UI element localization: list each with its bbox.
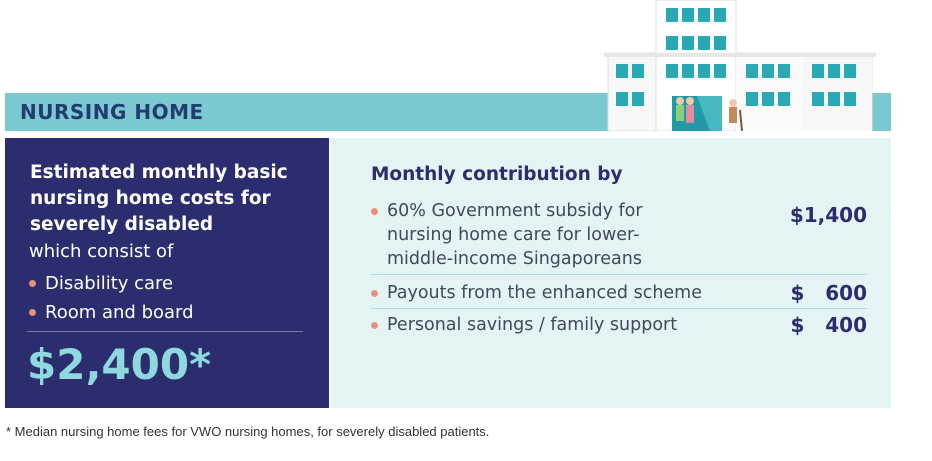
contribution-heading: Monthly contribution by [371,164,623,185]
list-item: Room and board [29,298,194,327]
contribution-row: Personal savings / family support $ 400 [371,313,867,337]
bullet-icon [371,208,378,215]
divider [27,331,303,332]
contribution-amount: $ 600 [790,281,867,305]
total-cost: $2,400* [27,340,212,389]
contribution-row: 60% Government subsidy for nursing home care for lower- middle-income Singaporeans $1,400 [371,199,867,271]
contribution-panel [330,138,891,408]
nursing-home-building-icon [600,0,880,131]
cost-heading: Estimated monthly basic nursing home costs for severely disabled [30,162,288,235]
divider [371,274,867,275]
list-item: Disability care [29,269,194,298]
bullet-icon [371,290,378,297]
divider [371,308,867,309]
contribution-row: Payouts from the enhanced scheme $ 600 [371,281,867,305]
contribution-amount: $1,400 [789,203,867,227]
footnote: * Median nursing home fees for VWO nursing homes, for severely disabled patients. [6,424,490,439]
bullet-icon [371,322,378,329]
page-title: NURSING HOME [20,100,204,124]
cost-items-list [29,269,194,327]
cost-panel [5,138,329,408]
bullet-icon [29,280,36,287]
cost-subheading: which consist of [29,241,174,262]
bullet-icon [29,309,36,316]
contribution-amount: $ 400 [790,313,867,337]
